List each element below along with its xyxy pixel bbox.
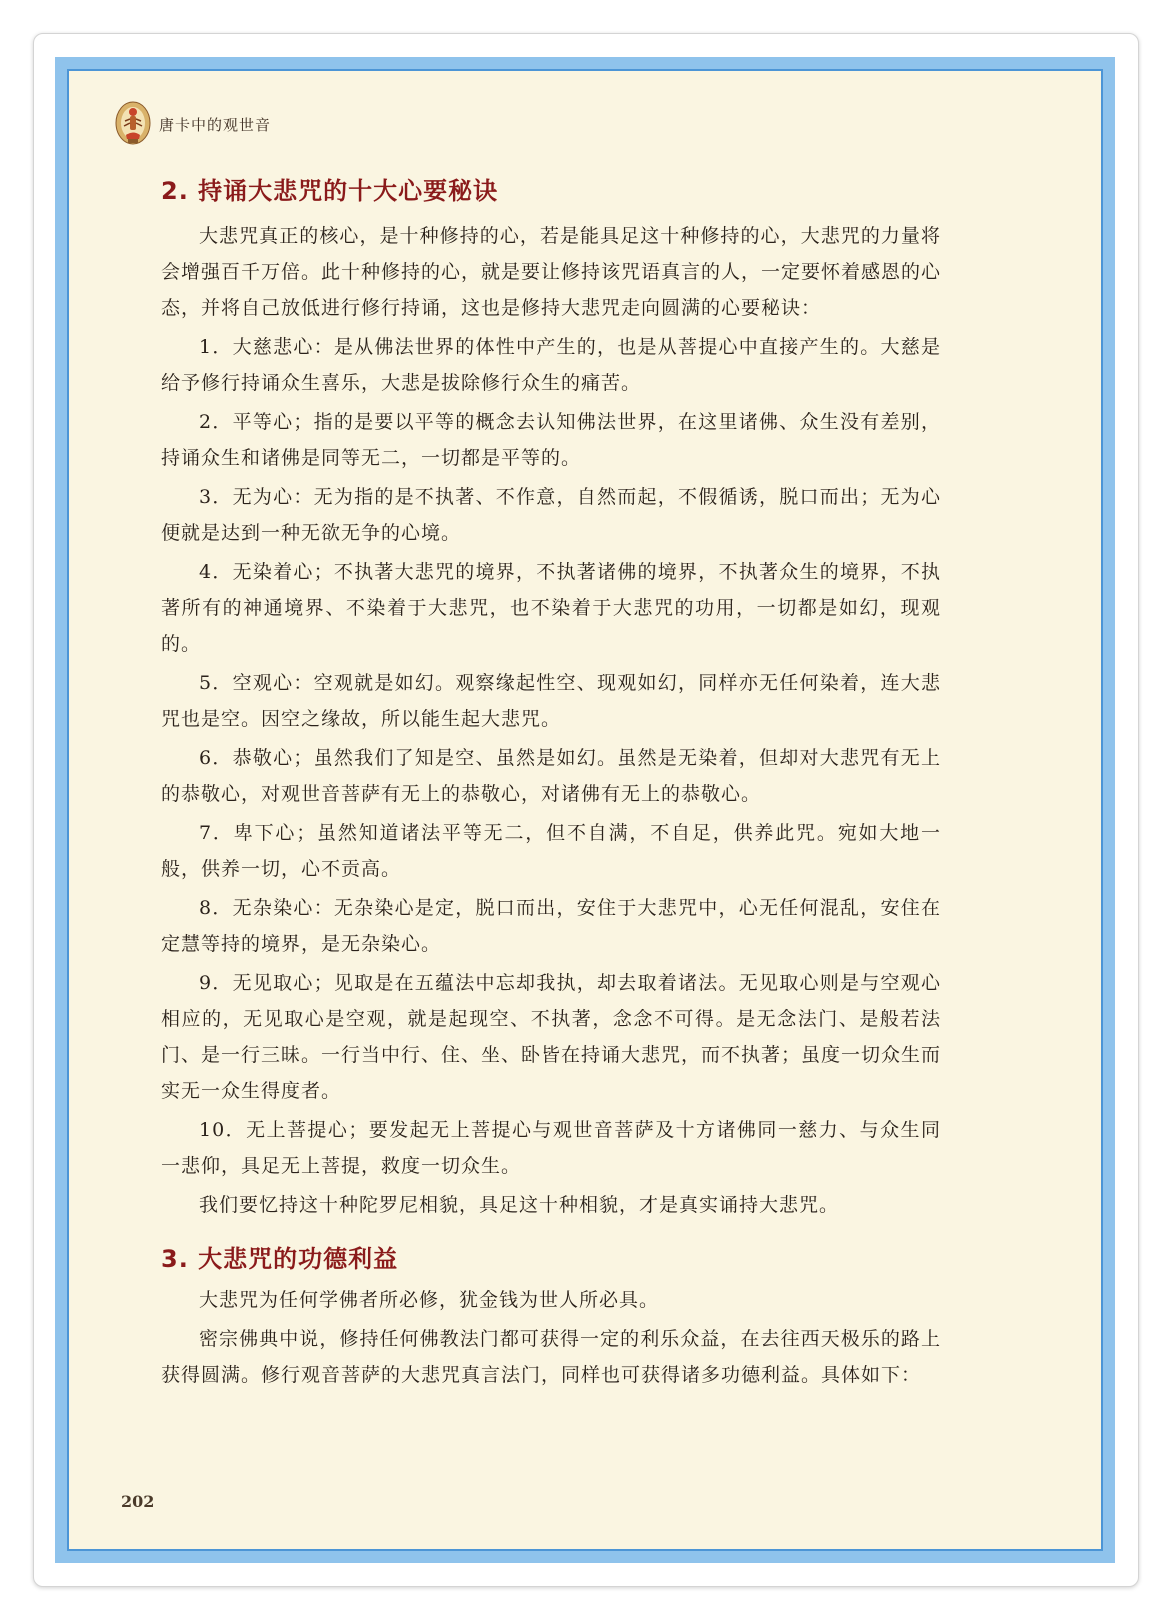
paragraph: 9．无见取心；见取是在五蕴法中忘却我执，却去取着诸法。无见取心则是与空观心相应的，无见取心是空观，就是起现空、不执著，念念不可得。是无念法门、是般若法门、是一行三昧。一行当中行、住、坐、卧皆在持诵大悲咒，而不执著；虽度一切众生而实无一众生得度者。 [161, 972, 942, 1102]
running-title: 唐卡中的观世音 [159, 115, 272, 134]
bodhisattva-figure-icon [115, 101, 151, 147]
section-3-heading: 3. 大悲咒的功德利益 [161, 1245, 399, 1273]
page-number: 202 [121, 1492, 155, 1511]
paragraph: 密宗佛典中说，修持任何佛教法门都可获得一定的利乐众益，在去往西天极乐的路上获得圆满。修行观音菩萨的大悲咒真言法门，同样也可获得诸多功德利益。具体如下： [161, 1328, 941, 1386]
page-content [161, 167, 941, 1396]
paragraph: 大悲咒真正的核心，是十种修持的心，若是能具足这十种修持的心，大悲咒的力量将会增强百千万倍。此十种修持的心，就是要让修持该咒语真言的人，一定要怀着感恩的心态，并将自己放低进行修行持诵，这也是修持大悲咒走向圆满的心要秘诀： [161, 225, 942, 319]
paragraph: 我们要忆持这十种陀罗尼相貌，具足这十种相貌，才是真实诵持大悲咒。 [199, 1194, 840, 1216]
paragraph: 4．无染着心；不执著大悲咒的境界，不执著诸佛的境界，不执著众生的境界，不执著所有的神通境界、不染着于大悲咒，也不染着于大悲咒的功用，一切都是如幻，现观的。 [161, 561, 941, 655]
running-header [115, 101, 271, 147]
paragraph: 3．无为心：无为指的是不执著、不作意，自然而起，不假循诱，脱口而出；无为心便就是达到一种无欲无争的心境。 [161, 486, 941, 544]
paragraph: 10．无上菩提心；要发起无上菩提心与观世音菩萨及十方诸佛同一慈力、与众生同一悲仰，具足无上菩提，救度一切众生。 [161, 1119, 941, 1177]
paragraph: 1．大慈悲心：是从佛法世界的体性中产生的，也是从菩提心中直接产生的。大慈是给予修行持诵众生喜乐，大悲是拔除修行众生的痛苦。 [161, 336, 941, 394]
paragraph: 6．恭敬心；虽然我们了知是空、虽然是如幻。虽然是无染着，但却对大悲咒有无上的恭敬心，对观世音菩萨有无上的恭敬心，对诸佛有无上的恭敬心。 [161, 747, 941, 805]
page-frame [55, 57, 1115, 1563]
paragraph: 5．空观心：空观就是如幻。观察缘起性空、现观如幻，同样亦无任何染着，连大悲咒也是空。因空之缘故，所以能生起大悲咒。 [161, 672, 941, 730]
paragraph: 7．卑下心；虽然知道诸法平等无二，但不自满，不自足，供养此咒。宛如大地一般，供养一切，心不贡高。 [161, 822, 941, 880]
paragraph: 2．平等心；指的是要以平等的概念去认知佛法世界，在这里诸佛、众生没有差别，持诵众生和诸佛是同等无二，一切都是平等的。 [161, 411, 941, 469]
section-2-heading: 2. 持诵大悲咒的十大心要秘诀 [161, 177, 499, 205]
paragraph: 8．无杂染心：无杂染心是定，脱口而出，安住于大悲咒中，心无任何混乱，安住在定慧等持的境界，是无杂染心。 [161, 897, 941, 955]
page-paper [67, 69, 1103, 1551]
book-page [69, 71, 1101, 1549]
paragraph: 大悲咒为任何学佛者所必修，犹金钱为世人所必具。 [199, 1289, 660, 1311]
